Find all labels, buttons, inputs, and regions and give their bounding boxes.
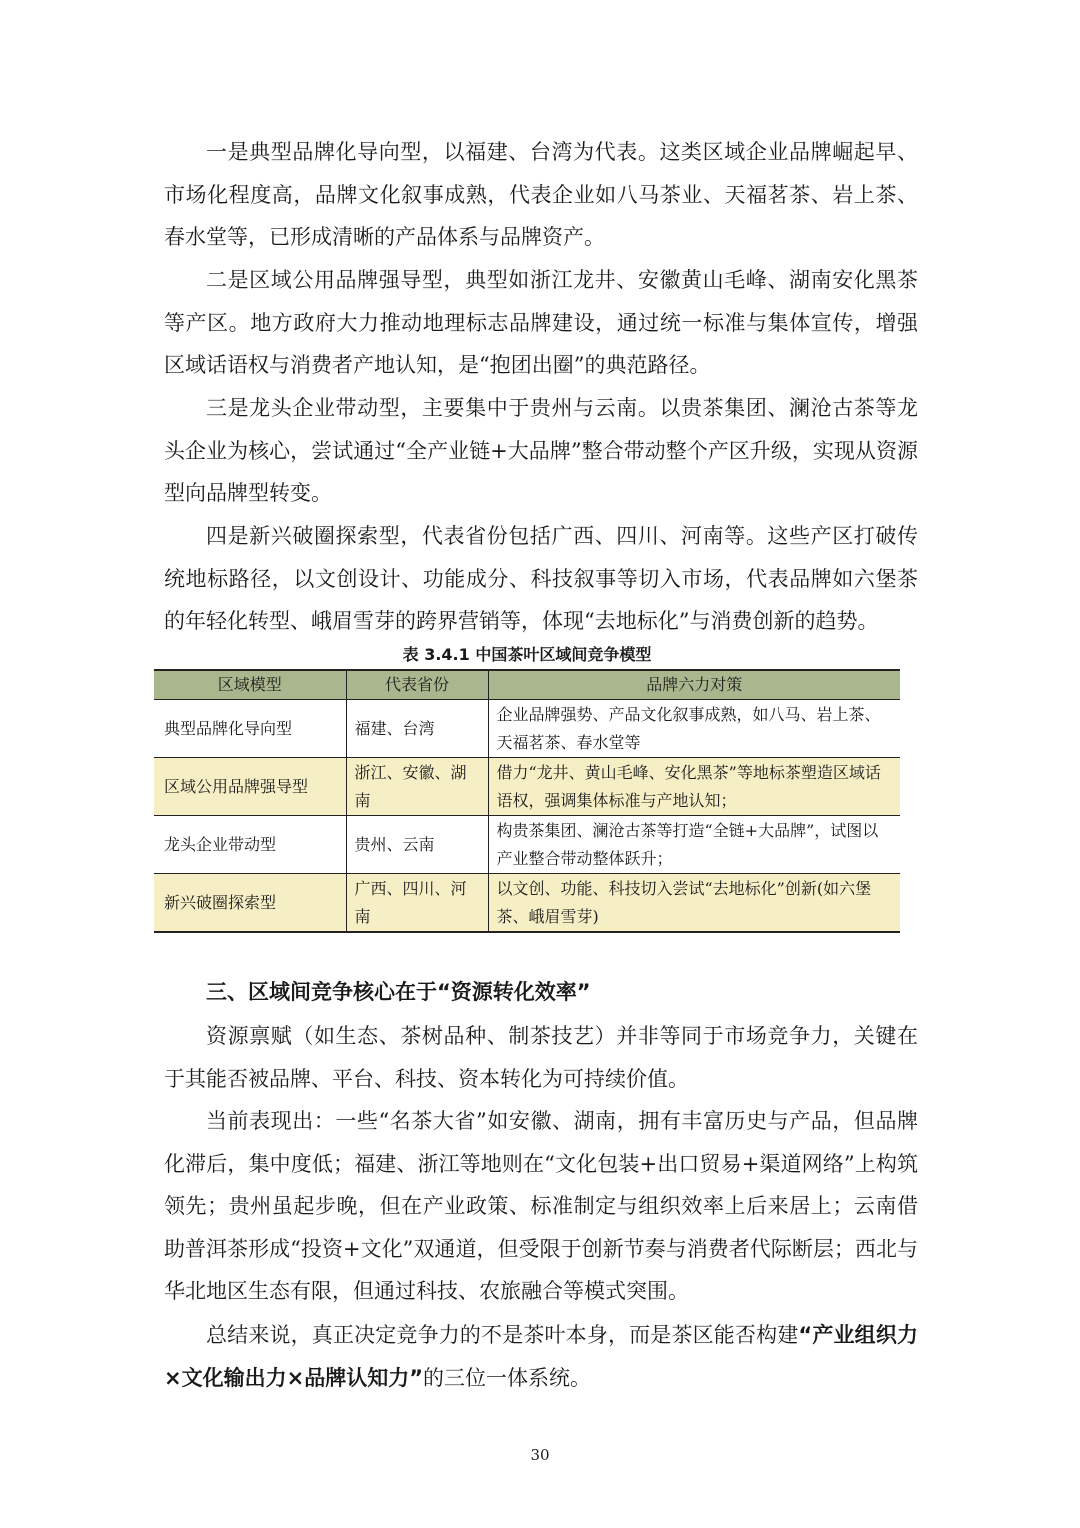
cell-provinces: 广西、四川、河南 <box>346 874 488 933</box>
conclusion-suffix: 的三位一体系统。 <box>423 1365 591 1390</box>
cell-strategy: 借力“龙井、黄山毛峰、安化黑茶”等地标茶塑造区域话语权，强调集体标准与产地认知； <box>488 758 900 816</box>
table-row <box>154 874 900 933</box>
header-region-model: 区域模型 <box>154 670 346 700</box>
cell-provinces: 浙江、安徽、湖南 <box>346 758 488 816</box>
table-row <box>154 816 900 874</box>
cell-provinces: 贵州、云南 <box>346 816 488 874</box>
table-caption: 表 3.4.1 中国茶叶区域间竞争模型 <box>402 645 652 664</box>
section-heading: 三、区域间竞争核心在于“资源转化效率” <box>206 980 591 1004</box>
page-number: 30 <box>530 1446 550 1464</box>
cell-provinces: 福建、台湾 <box>346 700 488 758</box>
cell-model: 典型品牌化导向型 <box>154 700 346 758</box>
paragraph-current-performance: 当前表现出：一些“名茶大省”如安徽、湖南，拥有丰富历史与产品，但品牌化滞后，集中度低；福建、浙江等地则在“文化包装+出口贸易+渠道网络”上构筑领先；贵州虽起步晚，但在产业政策、标准制定与组织效率上后来居上；云南借助普洱茶形成“投资+文化”双通道，但受限于创新节奏与消费者代际断层；西北与华北地区生态有限，但通过科技、农旅融合等模式突围。 <box>164 1109 918 1303</box>
table-row <box>154 700 900 758</box>
table-header-row <box>154 670 900 700</box>
paragraph-type-one: 一是典型品牌化导向型，以福建、台湾为代表。这类区域企业品牌崛起早、市场化程度高，品牌文化叙事成熟，代表企业如八马茶业、天福茗茶、岩上茶、春水堂等，已形成清晰的产品体系与品牌资产。 <box>164 140 918 249</box>
cell-model: 新兴破圈探索型 <box>154 874 346 933</box>
conclusion-bold: “产业组织力×文化输出力×品牌认知力” <box>164 1323 918 1390</box>
cell-model: 区域公用品牌强导型 <box>154 758 346 816</box>
cell-strategy: 以文创、功能、科技切入尝试“去地标化”创新(如六堡茶、峨眉雪芽) <box>488 874 900 933</box>
paragraph-conclusion <box>164 1314 918 1399</box>
competition-model-table <box>154 669 900 933</box>
cell-strategy: 构贵茶集团、澜沧古茶等打造“全链+大品牌”，试图以产业整合带动整体跃升； <box>488 816 900 874</box>
paragraph-type-two: 二是区域公用品牌强导型，典型如浙江龙井、安徽黄山毛峰、湖南安化黑茶等产区。地方政府大力推动地理标志品牌建设，通过统一标准与集体宣传，增强区域话语权与消费者产地认知，是“抱团出圈”的典范路径。 <box>164 268 918 377</box>
cell-strategy: 企业品牌强势、产品文化叙事成熟，如八马、岩上茶、天福茗茶、春水堂等 <box>488 700 900 758</box>
paragraph-type-four: 四是新兴破圈探索型，代表省份包括广西、四川、河南等。这些产区打破传统地标路径，以文创设计、功能成分、科技叙事等切入市场，代表品牌如六堡茶的年轻化转型、峨眉雪芽的跨界营销等，体现“去地标化”与消费创新的趋势。 <box>164 524 918 633</box>
header-strategy: 品牌六力对策 <box>488 670 900 700</box>
header-provinces: 代表省份 <box>346 670 488 700</box>
cell-model: 龙头企业带动型 <box>154 816 346 874</box>
table-row <box>154 758 900 816</box>
conclusion-prefix: 总结来说，真正决定竞争力的不是茶叶本身，而是茶区能否构建 <box>206 1323 799 1347</box>
paragraph-resource-endowment: 资源禀赋（如生态、茶树品种、制茶技艺）并非等同于市场竞争力，关键在于其能否被品牌、平台、科技、资本转化为可持续价值。 <box>164 1024 918 1091</box>
paragraph-type-three: 三是龙头企业带动型，主要集中于贵州与云南。以贵茶集团、澜沧古茶等龙头企业为核心，尝试通过“全产业链+大品牌”整合带动整个产区升级，实现从资源型向品牌型转变。 <box>164 396 918 505</box>
